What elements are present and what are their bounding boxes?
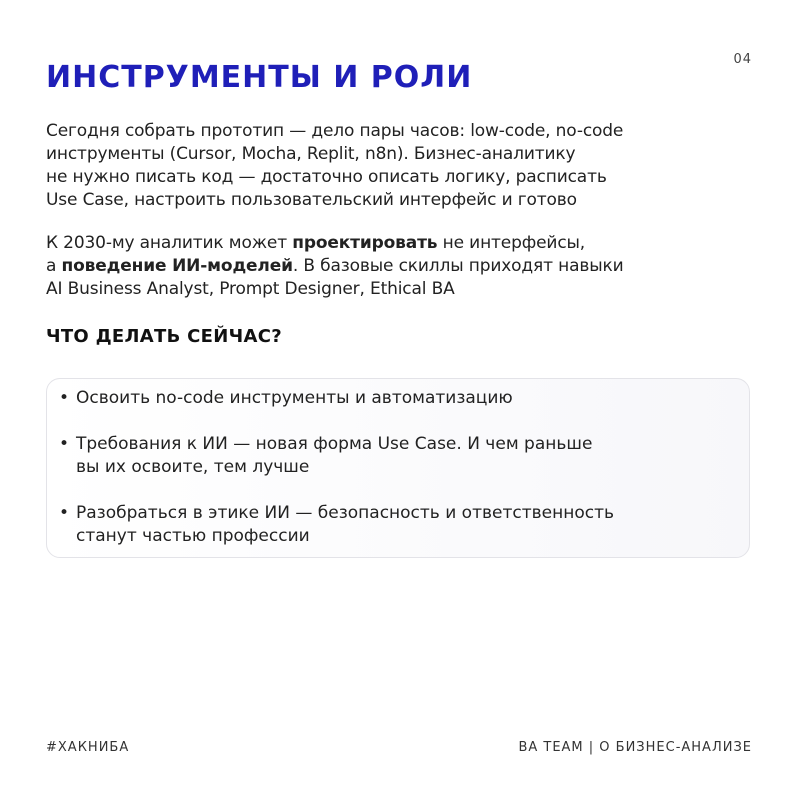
bullet-line: станут частью профессии	[76, 526, 310, 546]
bullet-icon: •	[59, 388, 70, 408]
intro-paragraph	[46, 120, 746, 212]
bullet-icon: •	[59, 503, 70, 523]
bullet-line: Освоить no-code инструменты и автоматизацию	[76, 388, 513, 408]
future-line-text: . В базовые скиллы приходят навыки	[292, 256, 624, 276]
bullet-line: Требования к ИИ — новая форма Use Case. И чем раньше	[76, 434, 593, 454]
bullet-icon: •	[59, 434, 70, 454]
bullet-line: Разобраться в этике ИИ — безопасность и ответственность	[76, 503, 614, 523]
future-line: AI Business Analyst, Prompt Designer, Ethical BA	[46, 279, 455, 299]
intro-line: Сегодня собрать прототип — дело пары часов: low-code, no-code	[46, 121, 624, 141]
intro-line: инструменты (Cursor, Mocha, Replit, n8n). Бизнес-аналитику	[46, 144, 576, 164]
footer-hashtag: #ХАКНИБА	[46, 740, 130, 755]
emphasis-design: проектировать	[292, 233, 438, 253]
bullet-text	[76, 502, 736, 548]
footer-brand: BA TEAM | О БИЗНЕС-АНАЛИЗЕ	[518, 740, 752, 755]
page-number: 04	[733, 52, 752, 67]
future-line-text: К 2030-му аналитик может	[46, 233, 293, 253]
bullet-text	[76, 433, 736, 479]
intro-line: Use Case, настроить пользовательский интерфейс и готово	[46, 190, 577, 210]
bullet-line: вы их освоите, тем лучше	[76, 457, 310, 477]
page-title: ИНСТРУМЕНТЫ И РОЛИ	[46, 60, 473, 95]
action-card	[46, 378, 750, 558]
future-line-text: не интерфейсы,	[437, 233, 586, 253]
future-line	[46, 255, 746, 278]
bullet-text	[76, 387, 736, 410]
emphasis-ai-behavior: поведение ИИ-моделей	[61, 256, 293, 276]
future-line	[46, 232, 746, 255]
intro-line: не нужно писать код — достаточно описать логику, расписать	[46, 167, 607, 187]
future-paragraph	[46, 232, 746, 301]
section-heading: ЧТО ДЕЛАТЬ СЕЙЧАС?	[46, 326, 282, 347]
future-line-text: а	[46, 256, 62, 276]
